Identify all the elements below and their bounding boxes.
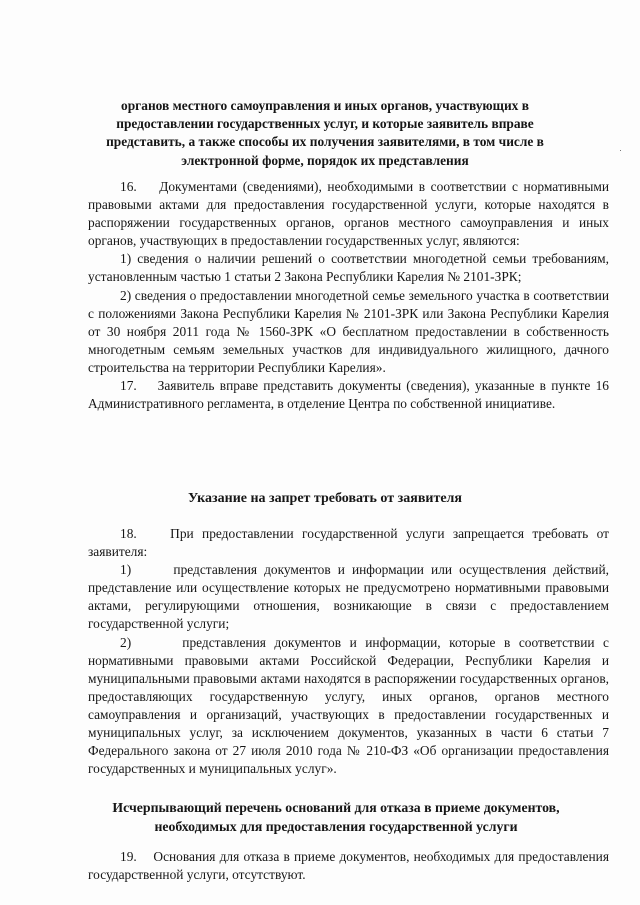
paragraph-18-item-1: 1) представления документов и информации или осуществления действий, представление или осуществление которых не предусмотрено нормативными правовыми актами, регулирующими отношения, возникающие в связи с предоставлением государственной услуги; xyxy=(88,562,609,632)
paragraph-19: 19. Основания для отказа в приеме документов, необходимых для предоставления государственной услуги, отсутствуют. xyxy=(88,849,609,883)
paragraph-17: 17. Заявитель вправе представить документы (сведения), указанные в пункте 16 Административного регламента, в отделение Центра по собственной инициативе. xyxy=(88,378,609,412)
paragraph-18-item-2: 2) представления документов и информации, которые в соответствии с нормативными правовыми актами Российской Федерации, Республики Карелия и муниципальными правовыми актами находятся в распоряжении государственных органов, предоставляющих государственную услугу, иных органов, органов местного самоуправления и организаций, участвующих в предоставлении государственных и муниципальных услуг, за исключением документов, указанных в части 6 статьи 7 Федерального закона от 27 июля 2010 года № 210-ФЗ «Об организации предоставления государственных и муниципальных услуг». xyxy=(88,634,609,777)
section-body-documents xyxy=(88,178,609,413)
section-heading-prohibition: Указание на запрет требовать от заявителя xyxy=(188,491,462,506)
section-heading-documents: органов местного самоуправления и иных органов, участвующих в предоставлении государственных услуг, и которые заявитель вправе представить, а также способы их получения заявителями, в том числе в электронной форме, порядок их представления xyxy=(106,98,544,168)
section-body-refusal-grounds xyxy=(88,848,609,884)
paragraph-16-item-1: 1) сведения о наличии решений о соответствии многодетной семьи требованиям, установленным частью 1 статьи 2 Закона Республики Карелия № 2101-ЗРК; xyxy=(88,251,609,285)
section-body-prohibition xyxy=(88,525,609,778)
section-heading-refusal-grounds: Исчерпывающий перечень оснований для отказа в приеме документов, необходимых для предоставления государственной услуги xyxy=(112,800,560,834)
paragraph-16: 16. Документами (сведениями), необходимыми в соответствии с нормативными правовыми актами для предоставления государственной услуги, которые находятся в распоряжении государственных органов, органов местного самоуправления и иных органов, участвующих в предоставлении государственных услуг, являются: xyxy=(88,179,609,249)
scan-speck xyxy=(620,150,621,151)
paragraph-16-item-2: 2) сведения о предоставлении многодетной семье земельного участка в соответствии с положениями Закона Республики Карелия № 2101-ЗРК или Закона Республики Карелия от 30 ноября 2011 года № 1560-ЗРК «О бесплатном предоставлении в собственность многодетным семьям земельных участков для индивидуального жилищного, дачного строительства на территории Республики Карелия». xyxy=(88,287,609,375)
paragraph-18: 18. При предоставлении государственной услуги запрещается требовать от заявителя: xyxy=(88,526,609,560)
